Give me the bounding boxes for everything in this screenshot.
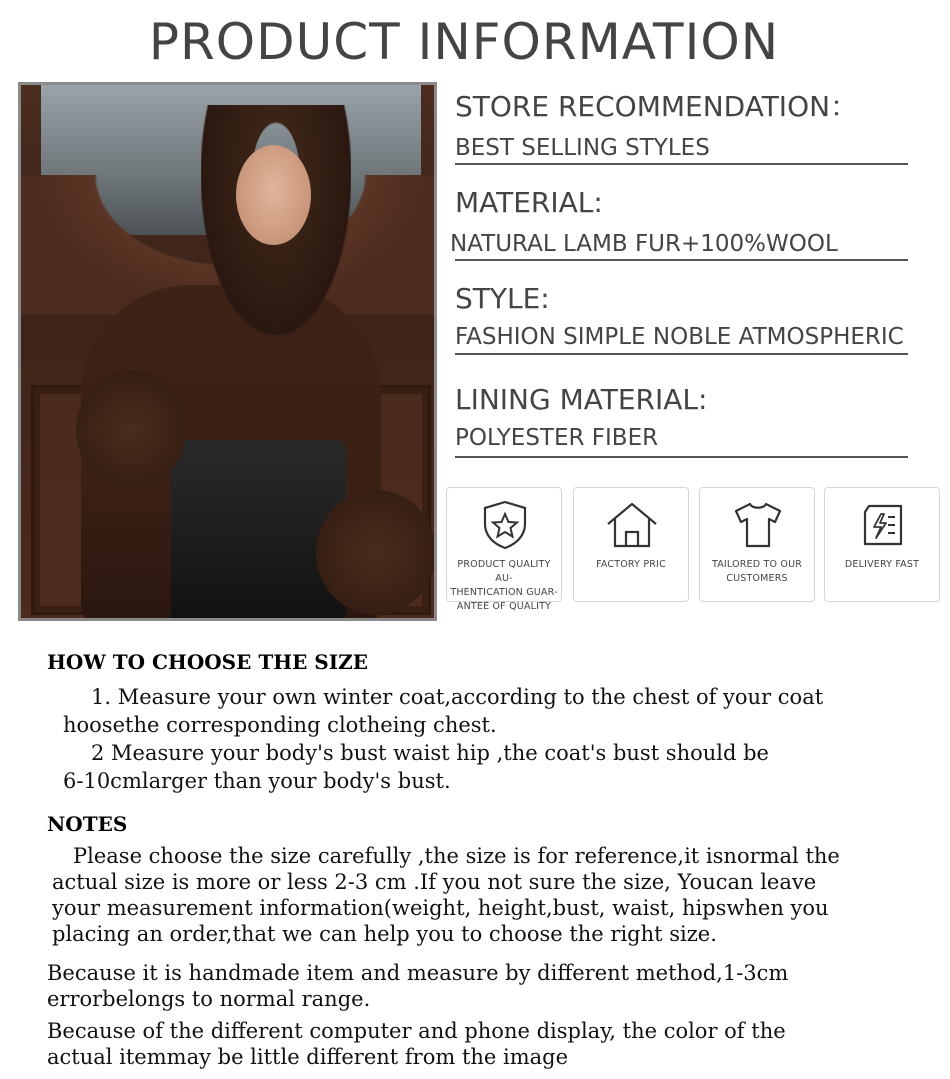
page-title: PRODUCT INFORMATION <box>148 13 780 71</box>
divider <box>455 456 908 458</box>
feature-caption: TAILORED TO OUR <box>711 559 803 570</box>
divider <box>455 163 908 165</box>
size-line: 6-10cmlarger than your body's bust. <box>63 769 451 793</box>
feature-card-tailored <box>699 487 815 602</box>
feature-caption: CUSTOMERS <box>726 573 788 584</box>
feature-card-factory-price <box>573 487 689 602</box>
notes-line: actual size is more or less 2-3 cm .If you not sure the size, Youcan leave <box>52 870 817 894</box>
notes-line: Because it is handmade item and measure by different method,1-3cm <box>47 961 789 985</box>
size-line: 2 Measure your body's bust waist hip ,the coat's bust should be <box>91 741 769 765</box>
house-icon <box>602 498 662 552</box>
photo-face <box>236 145 311 245</box>
feature-caption: THENTICATION GUAR- <box>450 587 558 598</box>
info-label-recommendation: STORE RECOMMENDATION： <box>455 90 859 123</box>
notes-line: Because of the different computer and phone display, the color of the <box>47 1019 786 1043</box>
notes-heading: NOTES <box>47 812 128 836</box>
size-heading: HOW TO CHOOSE THE SIZE <box>47 650 368 674</box>
feature-caption: FACTORY PRIC <box>596 559 666 570</box>
notes-line: errorbelongs to normal range. <box>47 987 371 1011</box>
notes-line: your measurement information(weight, height,bust, waist, hipswhen you <box>52 896 829 920</box>
feature-caption: PRODUCT QUALITY AU- <box>457 559 551 584</box>
photo-fur-cuff-right <box>316 490 436 615</box>
notes-line: placing an order,that we can help you to choose the right size. <box>52 922 717 946</box>
feature-card-quality <box>446 487 562 612</box>
info-label-material: MATERIAL: <box>455 186 603 219</box>
info-value-lining: POLYESTER FIBER <box>455 425 659 451</box>
product-photo <box>18 82 437 621</box>
feature-card-delivery <box>824 487 940 602</box>
photo-fur-cuff-left <box>76 370 186 490</box>
size-line: hoosethe corresponding clotheing chest. <box>63 713 497 737</box>
divider <box>455 259 908 261</box>
size-line: 1. Measure your own winter coat,according to the chest of your coat <box>91 685 824 709</box>
shield-star-icon <box>475 498 535 552</box>
tshirt-icon <box>728 498 788 552</box>
divider <box>455 353 908 355</box>
notes-line: Please choose the size carefully ,the size is for reference,it isnormal the <box>73 844 840 868</box>
info-value-recommendation: BEST SELLING STYLES <box>455 135 710 161</box>
info-value-material: NATURAL LAMB FUR+100%WOOL <box>450 231 838 257</box>
feature-caption: ANTEE OF QUALITY <box>456 601 552 612</box>
info-label-lining: LINING MATERIAL: <box>455 383 708 416</box>
info-label-style: STYLE: <box>455 282 550 315</box>
notes-line: actual itemmay be little different from the image <box>47 1045 569 1069</box>
info-value-style: FASHION SIMPLE NOBLE ATMOSPHERIC <box>455 324 904 350</box>
lightning-card-icon <box>853 498 913 552</box>
feature-caption: DELIVERY FAST <box>844 559 920 570</box>
